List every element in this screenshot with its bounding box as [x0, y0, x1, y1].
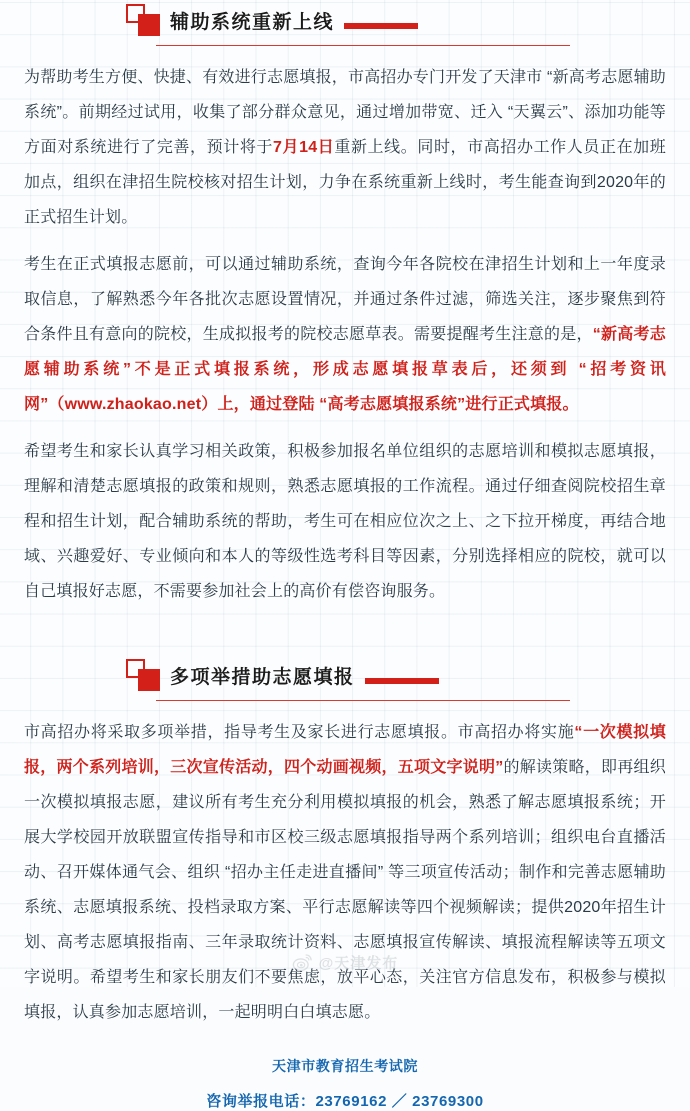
section-header-1-row — [120, 0, 570, 40]
weibo-eye-icon — [292, 952, 313, 973]
section-header-1 — [120, 0, 570, 46]
square-solid-shape — [138, 669, 160, 691]
section-header-2-row — [120, 655, 570, 695]
section-header-1-rule — [156, 45, 570, 46]
paragraph — [24, 247, 666, 422]
section-header-2-rule — [156, 700, 570, 701]
paragraph — [24, 715, 666, 1030]
text-run: 为帮助考生方便、快捷、有效进行志愿填报，市高招办专门开发了天津市 “新高考志愿辅助系统”。前期经过试用，收集了部分群众意见，通过增加带宽、迁入 “天翼云”、添加功能等方面对系统进行了完善，预计将于 — [24, 69, 666, 156]
text-run-highlight: 7月14日 — [273, 139, 335, 156]
text-run-highlight: “新高考志愿辅助系统”不是正式填报系统，形成志愿填报草表后，还须到 “招考资讯网”（www.zhaokao.net）上，通过登陆 “高考志愿填报系统”进行正式填报。 — [24, 326, 666, 413]
section-title-1: 辅助系统重新上线 — [170, 11, 335, 33]
double-square-icon — [126, 657, 170, 693]
section-header-2 — [120, 655, 570, 701]
paragraph — [24, 434, 666, 609]
text-run: 考生在正式填报志愿前，可以通过辅助系统，查询今年各院校在津招生计划和上一年度录取信息，了解熟悉今年各批次志愿设置情况，并通过条件过滤，筛选关注，逐步聚焦到符合条件且有意向的院校，生成拟报考的院校志愿草表。需要提醒考生注意的是， — [24, 256, 666, 343]
section-title-1-dash — [344, 23, 418, 29]
watermark — [0, 952, 690, 973]
text-run: 重新上线。同时，市高招办工作人员正在加班加点，组织在津招生院校核对招生计划，力争在系统重新上线时，考生能查询到2020年的正式招生计划。 — [24, 139, 666, 226]
text-run: 的解读策略，即再组织一次模拟填报志愿，建议所有考生充分利用模拟填报的机会，熟悉了解志愿填报系统；开展大学校园开放联盟宣传指导和市区校三级志愿填报指导两个系列培训；组织电台直播活动、召开媒体通气会、组织 “招办主任走进直播间” 等三项宣传活动；制作和完善志愿辅助系统、志愿填报系统、投档录取方案、平行志愿解读等四个视频解读；提供2020年招生计划、高考志愿填报指南、三年录取统计资料、志愿填报宣传解读、填报流程解读等五项文字说明。希望考生和家长朋友们不要焦虑，放平心态，关注官方信息发布，积极参与模拟填报，认真参加志愿培训，一起明明白白填志愿。 — [24, 759, 666, 1021]
footer-hotline: 咨询举报电话：23769162 ／ 23769300 — [206, 1093, 484, 1110]
section-title-2: 多项举措助志愿填报 — [170, 666, 355, 688]
watermark-text: @天津发布 — [318, 955, 399, 972]
section-body-1 — [24, 46, 666, 609]
paragraph — [24, 60, 666, 235]
text-run-highlight: “一次模拟填报，两个系列培训，三次宣传活动，四个动画视频，五项文字说明” — [24, 724, 666, 776]
text-run: 希望考生和家长认真学习相关政策，积极参加报名单位组织的志愿培训和模拟志愿填报，理解和清楚志愿填报的政策和规则，熟悉志愿填报的工作流程。通过仔细查阅院校招生章程和招生计划，配合辅助系统的帮助，考生可在相应位次之上、之下拉开梯度，再结合地域、兴趣爱好、专业倾向和本人的等级性选考科目等因素，分别选择相应的院校，就可以自己填报好志愿，不需要参加社会上的高价有偿咨询服务。 — [24, 443, 666, 600]
text-run: 市高招办将采取多项举措，指导考生及家长进行志愿填报。市高招办将实施 — [24, 724, 575, 741]
section-body-2 — [24, 701, 666, 1030]
double-square-icon — [126, 2, 170, 38]
document-footer — [24, 1056, 666, 1111]
section-gap — [24, 621, 666, 655]
footer-organization: 天津市教育招生考试院 — [272, 1058, 418, 1074]
square-solid-shape — [138, 14, 160, 36]
section-title-2-dash — [365, 678, 439, 684]
